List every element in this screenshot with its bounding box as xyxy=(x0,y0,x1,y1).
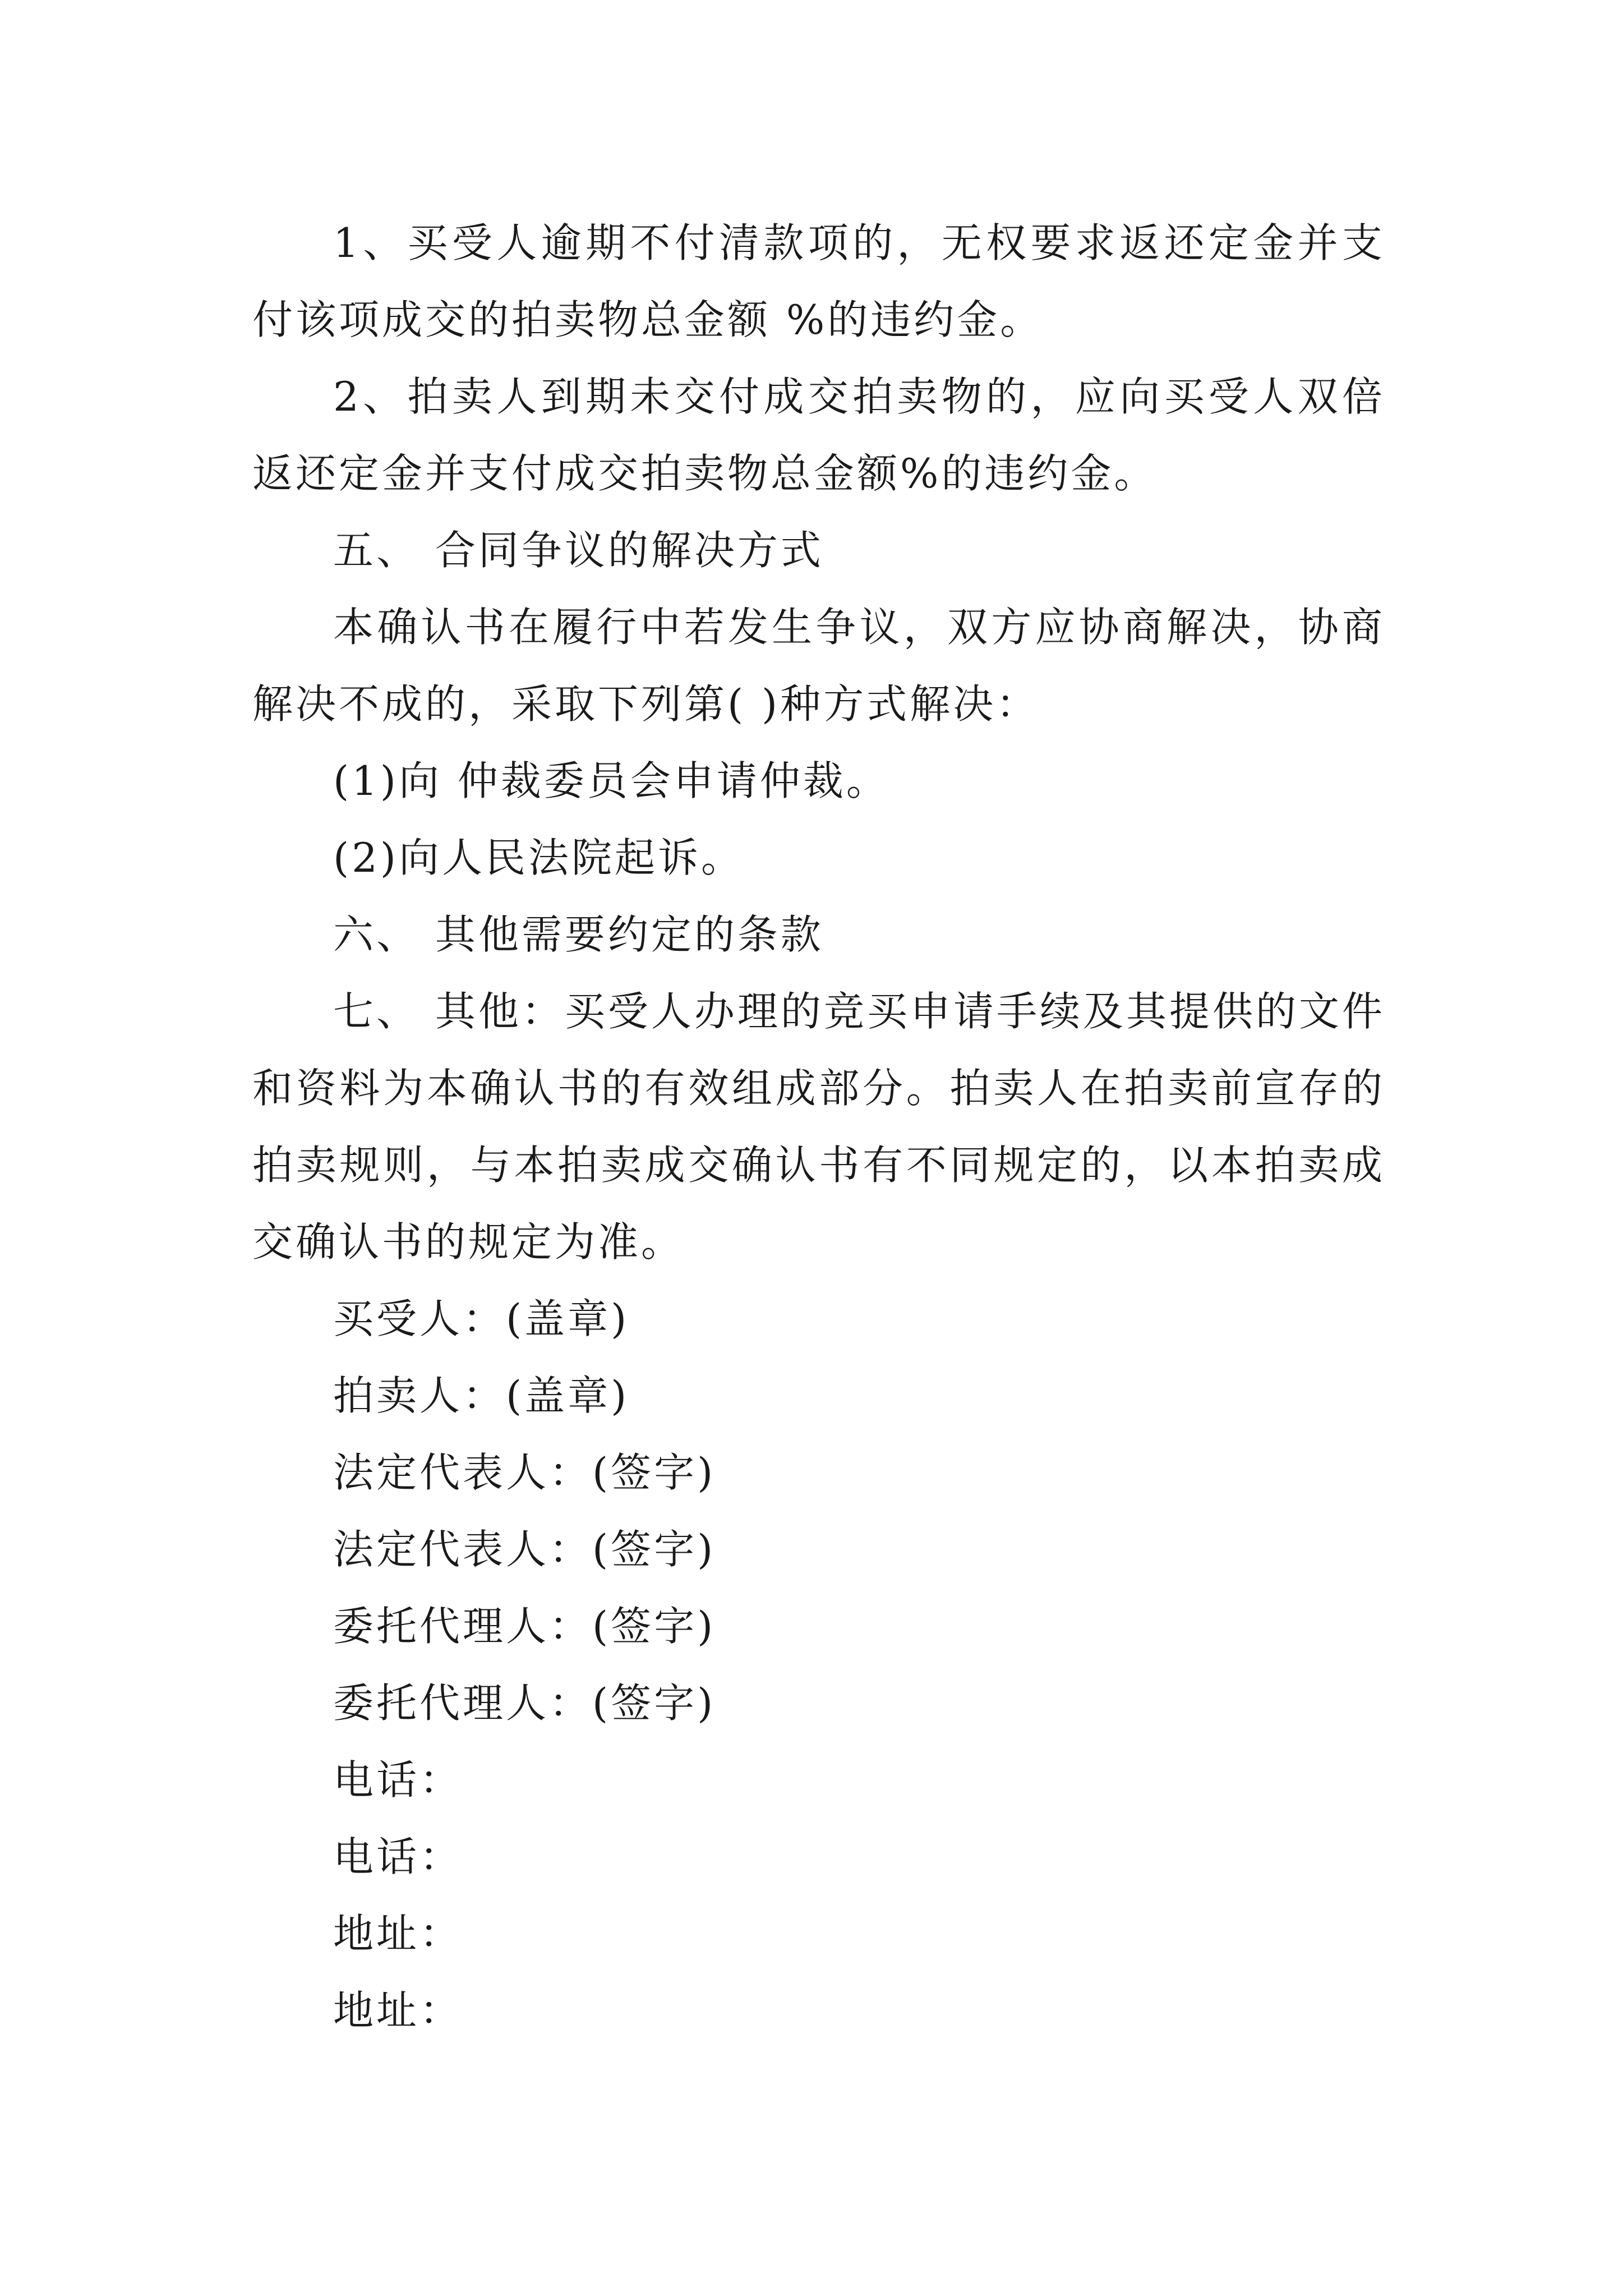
clause-buyer-default: 1、买受人逾期不付清款项的，无权要求返还定金并支付该项成交的拍卖物总金额 %的违约金。 xyxy=(252,219,1385,343)
signature-line-agent-buyer: 委托代理人：(签字) xyxy=(333,1603,716,1650)
signature-line-phone-auctioneer: 电话： xyxy=(333,1833,463,1880)
signature-block xyxy=(252,1281,1385,2049)
signature-line-legal-rep-buyer: 法定代表人：(签字) xyxy=(333,1449,716,1496)
signature-line-address-buyer: 地址： xyxy=(333,1910,463,1957)
signature-line-agent-auctioneer: 委托代理人：(签字) xyxy=(333,1680,716,1727)
section-heading-other-terms: 六、 其他需要约定的条款 xyxy=(333,911,824,958)
signature-line-buyer: 买受人：(盖章) xyxy=(333,1295,630,1342)
clause-auctioneer-default: 2、拍卖人到期未交付成交拍卖物的，应向买受人双倍返还定金并支付成交拍卖物总金额%的违约金。 xyxy=(252,373,1385,497)
clause-dispute-resolution: 本确认书在履行中若发生争议，双方应协商解决，协商解决不成的，采取下列第( )种方式解决： xyxy=(252,604,1385,728)
signature-line-legal-rep-auctioneer: 法定代表人：(签字) xyxy=(333,1526,716,1573)
section-heading-dispute: 五、 合同争议的解决方式 xyxy=(333,527,824,574)
option-arbitration: (1)向 仲裁委员会申请仲裁。 xyxy=(333,757,889,804)
option-litigation: (2)向人民法院起诉。 xyxy=(333,834,744,881)
document-body xyxy=(252,205,1385,2049)
signature-line-address-auctioneer: 地址： xyxy=(333,1987,463,2034)
signature-line-auctioneer: 拍卖人：(盖章) xyxy=(333,1372,630,1419)
section-other: 七、 其他：买受人办理的竞买申请手续及其提供的文件和资料为本确认书的有效组成部分。拍卖人在拍卖前宣存的拍卖规则，与本拍卖成交确认书有不同规定的，以本拍卖成交确认书的规定为准。 xyxy=(252,988,1385,1266)
signature-line-phone-buyer: 电话： xyxy=(333,1756,463,1803)
